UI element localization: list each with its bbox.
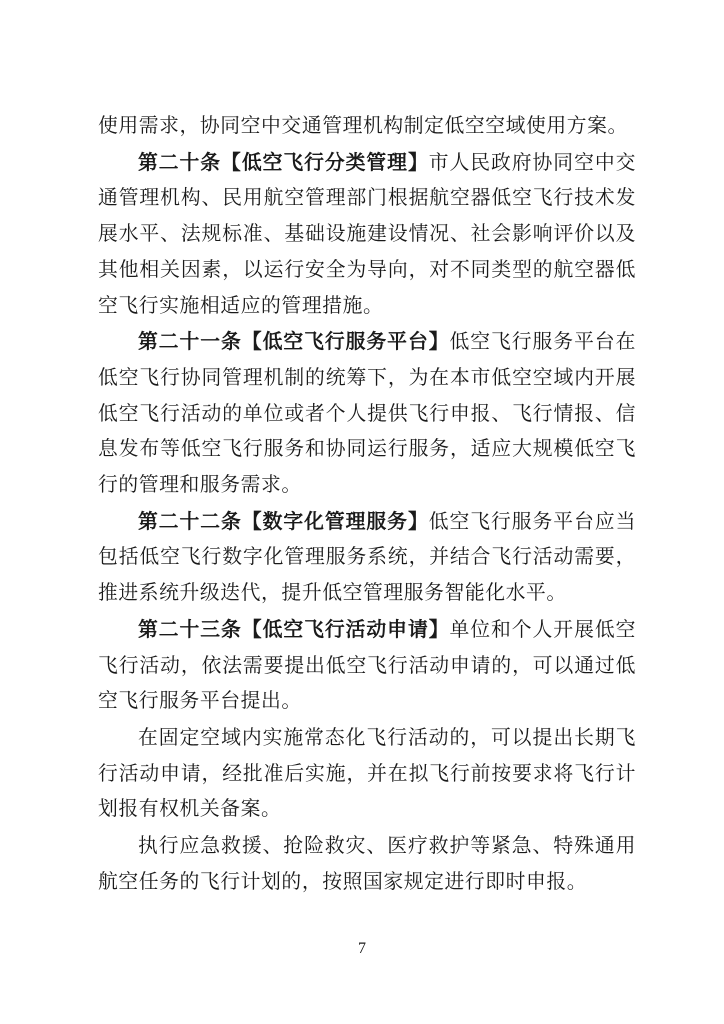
paragraph-text: 使用需求，协同空中交通管理机构制定低空空域使用方案。 — [98, 114, 628, 137]
article-text: 市人民政府协同空中交通管理机构、民用航空管理部门根据航空器低空飞行技术发展水平、法规标准、基础设施建设情况、社会影响评价以及其他相关因素，以运行安全为导向，对不同类型的航空器低空飞行实施相适应的管理措施。 — [98, 150, 636, 317]
article-23-paragraph-2 — [98, 720, 636, 827]
article-heading: 第二十一条【低空飞行服务平台】 — [138, 329, 450, 354]
article-heading: 第二十三条【低空飞行活动申请】 — [138, 616, 450, 641]
article-21 — [98, 324, 636, 503]
article-23-paragraph-3 — [98, 828, 636, 899]
document-body — [98, 108, 636, 900]
paragraph-text: 执行应急救援、抢险救灾、医疗救护等紧急、特殊通用航空任务的飞行计划的，按照国家规定进行即时申报。 — [98, 834, 636, 893]
article-text: 单位和个人开展低空飞行活动，依法需要提出低空飞行活动申请的，可以通过低空飞行服务平台提出。 — [98, 617, 636, 713]
paragraph-text: 在固定空域内实施常态化飞行活动的，可以提出长期飞行活动申请，经批准后实施，并在拟飞行前按要求将飞行计划报有权机关备案。 — [98, 725, 636, 821]
paragraph-continuation — [98, 108, 636, 144]
article-23 — [98, 612, 636, 719]
article-20 — [98, 145, 636, 324]
page-number: 7 — [358, 940, 366, 957]
article-text: 低空飞行服务平台在低空飞行协同管理机制的统筹下，为在本市低空空域内开展低空飞行活动的单位或者个人提供飞行申报、飞行情报、信息发布等低空飞行服务和协同运行服务，适应大规模低空飞行的管理和服务需求。 — [98, 330, 636, 497]
article-heading: 第二十二条【数字化管理服务】 — [138, 508, 429, 533]
article-22 — [98, 504, 636, 611]
article-text: 低空飞行服务平台应当包括低空飞行数字化管理服务系统，并结合飞行活动需要，推进系统升级迭代，提升低空管理服务智能化水平。 — [98, 509, 636, 605]
article-heading: 第二十条【低空飞行分类管理】 — [138, 149, 429, 174]
